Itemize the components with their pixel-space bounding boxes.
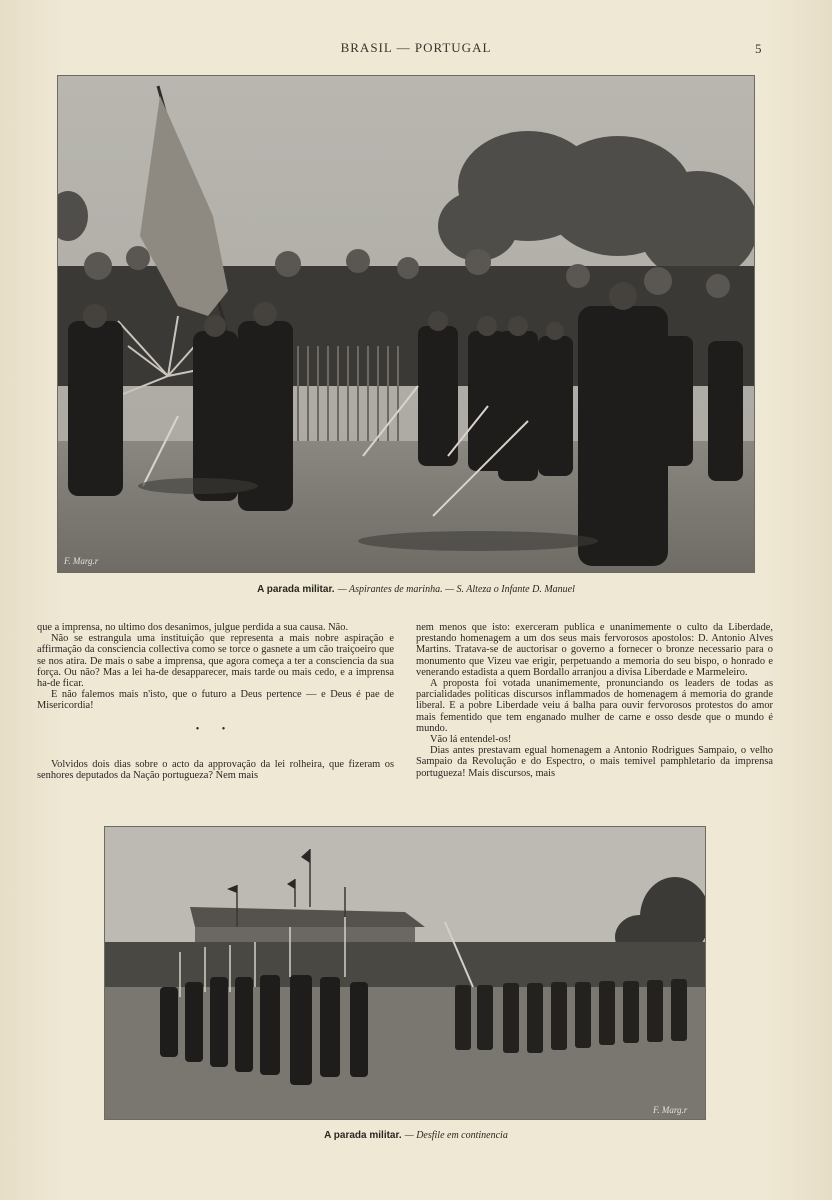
paragraph: Vão lá entendel-os! [430,734,512,746]
paragraph: E não falemos mais n'isto, que o futuro a Deus pertence — e Deus é pae de Misericordia! [37,689,394,712]
photo-signature-bottom: F. Marg.r [653,1105,688,1115]
page-number: 5 [755,41,762,56]
caption-bottom-title: A parada militar. [324,1130,402,1141]
running-head: BRASIL — PORTUGAL [340,40,492,55]
paragraph: nem menos que isto: exerceram publica e unanimemente o culto da Liberdade, prestando homenagem a um dos seus mais fervorosos apostolos: D. Antonio Alves Martins. Tratava-se de auctorisar o governo a fornecer o bronze necessario para o monumento que Vizeu vae erigir, perpetuando a memoria do seu bispo, o honrado e venerando estadista a quem Bordallo arranjou a divisa Liberdade e Marmeleiro. [416,622,773,678]
caption-bottom [0,1130,832,1141]
parade-photo-bottom [104,826,706,1120]
section-separator: • • [195,723,236,735]
paragraph: Volvidos dois dias sobre o acto da approvação da lei rolheira, que fizeram os senhores deputados da Nação portugueza? Nem mais [37,758,394,782]
paragraph: Dias antes prestavam egual homenagem a Antonio Rodrigues Sampaio, o velho Sampaio da Revolução e do Espectro, o mais temivel pamphletario da imprensa portugueza! Mais discursos, mais [416,745,773,779]
paragraph: que a imprensa, no ultimo dos desanimos, julgue perdida a sua causa. Não. [37,622,349,633]
caption-bottom-description: — Desfile em continencia [404,1130,508,1141]
caption-top-title: A parada militar. [257,584,335,595]
caption-top [0,584,832,595]
parade-photo-top [57,75,755,573]
article-left-column [37,622,394,781]
caption-top-description: — Aspirantes de marinha. — S. Alteza o Infante D. Manuel [337,584,575,595]
paragraph: Não se estrangula uma instituição que representa a mais nobre aspiração e affirmação da consciencia collectiva como se torce o gasnete a um cão traiçoeiro que se nos atira. De mais o sabe a imprensa, que agora começa a ter a consciencia da sua força. Ou não? Mas a lei ha-de desapparecer, mais tarde ou mais cedo, e a imprensa ha-de ficar. [37,633,394,690]
article-right-column [416,622,773,779]
paragraph: A proposta foi votada unanimemente, pronunciando os leaders de todas as parcialidades politicas discursos inflammados de homenagem á memoria do grande liberal. E a pobre Liberdade veiu á balha para ouvir fervorosos protestos do amor mais fementido que tem enganado mulher de carne e osso desde que o mundo é mundo. [416,678,773,734]
photo-signature-top: F. Marg.r [64,556,99,566]
